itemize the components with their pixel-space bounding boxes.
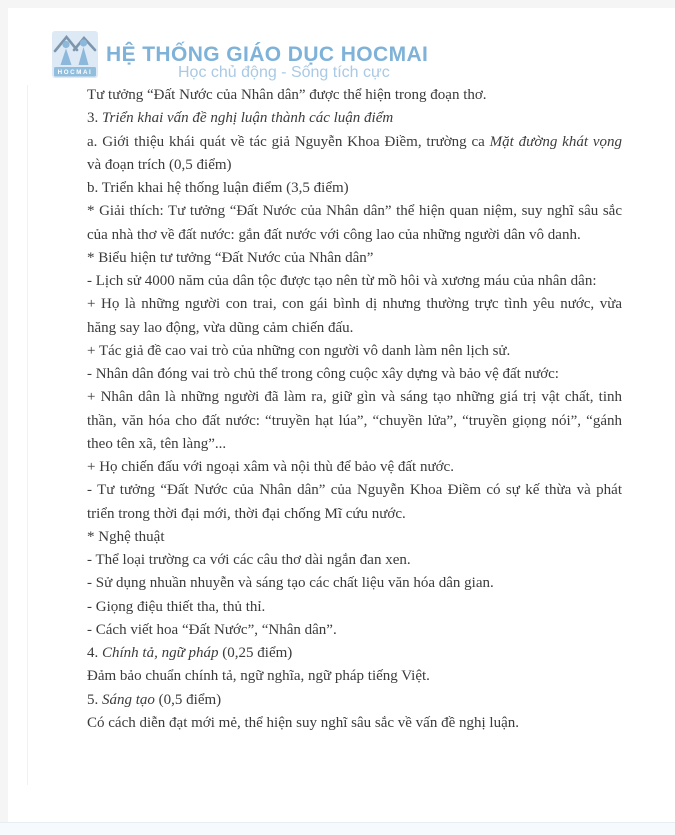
paragraph-text: + Nhân dân là những người đã làm ra, giữ gìn và sáng tạo những giá trị vật chất, tinh thần, văn hóa cho đất nước: “truyền hạt lúa”, “chuyền lửa”, “truyền giọng nói”, “gánh theo tên xã, tên làng”... <box>87 389 622 452</box>
paragraph-text: - Thể loại trường ca với các câu thơ dài ngắn đan xen. <box>87 552 411 568</box>
paragraph <box>87 572 622 595</box>
page-bottom-edge <box>0 822 675 835</box>
paragraph <box>87 386 622 456</box>
paragraph-text: - Tư tưởng “Đất Nước của Nhân dân” của Nguyễn Khoa Điềm có sự kế thừa và phát triển trong thời đại mới, thời đại chống Mĩ cứu nước. <box>87 482 622 522</box>
paragraph <box>87 363 622 386</box>
paragraph-text: 3. <box>87 110 102 127</box>
paragraph <box>87 131 622 178</box>
paragraph-text: * Nghệ thuật <box>87 528 165 545</box>
scan-shadow-line <box>27 85 28 785</box>
paragraph-text: Đảm bảo chuẩn chính tả, ngữ nghĩa, ngữ pháp tiếng Việt. <box>87 668 430 685</box>
paragraph-text-italic: Chính tả, ngữ pháp <box>102 645 219 661</box>
paragraph-text-italic: Triển khai vấn đề nghị luận thành các luận điểm <box>102 110 394 127</box>
hocmai-logo-icon <box>52 31 98 78</box>
paragraph-text: và đoạn trích (0,5 điểm) <box>87 156 232 173</box>
logo-badge-text: HOCMAI <box>57 69 93 77</box>
paragraph-text: + Họ chiến đấu với ngoại xâm và nội thù để bảo vệ đất nước. <box>87 459 454 475</box>
paragraph <box>87 479 622 526</box>
paragraph-text: (0,25 điểm) <box>218 645 293 661</box>
paragraph-text: 5. <box>87 691 102 708</box>
paragraph-text: - Lịch sử 4000 năm của dân tộc được tạo nên từ mồ hôi và xương máu của nhân dân: <box>87 273 597 289</box>
paragraph <box>87 596 622 619</box>
paragraph <box>87 665 622 688</box>
paragraph-text: Có cách diễn đạt mới mẻ, thể hiện suy nghĩ sâu sắc về vấn đề nghị luận. <box>87 714 519 731</box>
paragraph <box>87 619 622 642</box>
paragraph-text: * Giải thích: Tư tưởng “Đất Nước của Nhân dân” thể hiện quan niệm, suy nghĩ sâu sắc của nhà thơ về đất nước: gắn đất nước với công lao của những người dân vô danh. <box>87 203 622 243</box>
paragraph-text: - Nhân dân đóng vai trò chủ thể trong công cuộc xây dựng và bảo vệ đất nước: <box>87 366 559 382</box>
paragraph <box>87 689 622 712</box>
paragraph-text: Tư tưởng “Đất Nước của Nhân dân” được thể hiện trong đoạn thơ. <box>87 87 487 103</box>
page-top-edge <box>0 0 675 8</box>
person-left-head-icon <box>62 41 69 48</box>
paragraph-text: 4. <box>87 645 102 661</box>
paragraph <box>87 549 622 572</box>
paragraph <box>87 107 622 130</box>
paragraph <box>87 270 622 293</box>
paragraph <box>87 642 622 665</box>
paragraph <box>87 340 622 363</box>
paragraph-text: - Cách viết hoa “Đất Nước”, “Nhân dân”. <box>87 621 337 638</box>
brand-title: HỆ THỐNG GIÁO DỤC HOCMAI <box>106 43 429 66</box>
paragraph-text: + Họ là những người con trai, con gái bình dị nhưng thường trực tình yêu nước, vừa hăng say lao động, vừa dũng cảm chiến đấu. <box>87 296 622 336</box>
paragraph <box>87 526 622 549</box>
paragraph-text: + Tác giả đề cao vai trò của những con người vô danh làm nên lịch sử. <box>87 342 511 359</box>
paragraph <box>87 84 622 107</box>
paragraph <box>87 293 622 340</box>
paragraph-text-italic: Sáng tạo <box>102 691 155 708</box>
brand-tagline: Học chủ động - Sống tích cực <box>178 64 390 81</box>
document-body <box>87 84 622 735</box>
paragraph <box>87 177 622 200</box>
paragraph <box>87 247 622 270</box>
paragraph-text: b. Triển khai hệ thống luận điểm (3,5 điểm) <box>87 180 349 196</box>
paragraph-text: - Giọng điệu thiết tha, thủ thỉ. <box>87 598 266 615</box>
paragraph-text: * Biểu hiện tư tưởng “Đất Nước của Nhân dân” <box>87 249 374 266</box>
paragraph <box>87 712 622 735</box>
person-right-head-icon <box>80 39 87 46</box>
paragraph <box>87 200 622 247</box>
paragraph-text-italic: Mặt đường khát vọng <box>489 133 622 150</box>
paragraph <box>87 456 622 479</box>
paragraph-text: - Sử dụng nhuần nhuyễn và sáng tạo các chất liệu văn hóa dân gian. <box>87 575 494 592</box>
page-left-edge <box>0 0 8 826</box>
paragraph-text: a. Giới thiệu khái quát về tác giả Nguyễn Khoa Điềm, trường ca <box>87 133 490 150</box>
paragraph-text: (0,5 điểm) <box>154 691 222 708</box>
